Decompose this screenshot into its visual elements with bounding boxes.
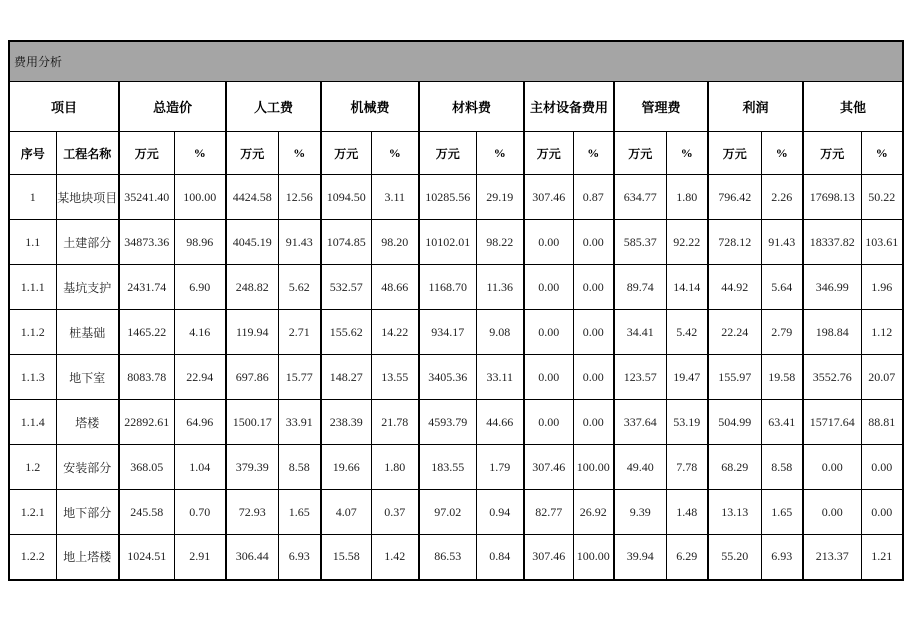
header-main-equipment-cost: 主材设备费用	[524, 82, 614, 132]
header-percent: %	[371, 132, 419, 175]
value-cell: 10102.01	[419, 220, 476, 265]
table-body	[9, 175, 903, 580]
value-cell: 1.12	[861, 310, 903, 355]
header-sub-row	[9, 132, 903, 175]
row-code-cell: 1.2.2	[9, 535, 56, 580]
value-cell: 307.46	[524, 175, 573, 220]
value-cell: 0.00	[573, 400, 614, 445]
value-cell: 0.00	[803, 490, 861, 535]
row-name-cell: 土建部分	[56, 220, 119, 265]
header-material-cost: 材料费	[419, 82, 524, 132]
row-name-cell: 塔楼	[56, 400, 119, 445]
value-cell: 34.41	[614, 310, 666, 355]
value-cell: 29.19	[476, 175, 524, 220]
value-cell: 6.90	[174, 265, 226, 310]
value-cell: 0.00	[573, 220, 614, 265]
value-cell: 1.65	[761, 490, 803, 535]
value-cell: 3405.36	[419, 355, 476, 400]
value-cell: 155.62	[321, 310, 371, 355]
header-machinery-cost: 机械费	[321, 82, 419, 132]
cost-analysis-sheet	[8, 40, 904, 581]
value-cell: 55.20	[708, 535, 761, 580]
value-cell: 91.43	[278, 220, 321, 265]
header-group-row	[9, 82, 903, 132]
header-unit: 万元	[524, 132, 573, 175]
value-cell: 100.00	[174, 175, 226, 220]
value-cell: 0.84	[476, 535, 524, 580]
table-row	[9, 175, 903, 220]
value-cell: 3.11	[371, 175, 419, 220]
value-cell: 183.55	[419, 445, 476, 490]
value-cell: 48.66	[371, 265, 419, 310]
value-cell: 17698.13	[803, 175, 861, 220]
value-cell: 92.22	[666, 220, 708, 265]
value-cell: 1500.17	[226, 400, 278, 445]
value-cell: 72.93	[226, 490, 278, 535]
value-cell: 13.55	[371, 355, 419, 400]
value-cell: 9.08	[476, 310, 524, 355]
value-cell: 5.42	[666, 310, 708, 355]
value-cell: 0.00	[524, 220, 573, 265]
header-unit: 万元	[419, 132, 476, 175]
value-cell: 7.78	[666, 445, 708, 490]
value-cell: 86.53	[419, 535, 476, 580]
value-cell: 6.29	[666, 535, 708, 580]
value-cell: 5.62	[278, 265, 321, 310]
value-cell: 19.66	[321, 445, 371, 490]
value-cell: 1074.85	[321, 220, 371, 265]
header-percent: %	[666, 132, 708, 175]
header-unit: 万元	[708, 132, 761, 175]
value-cell: 0.87	[573, 175, 614, 220]
value-cell: 0.00	[524, 400, 573, 445]
value-cell: 934.17	[419, 310, 476, 355]
table-row	[9, 310, 903, 355]
header-management-fee: 管理费	[614, 82, 708, 132]
value-cell: 0.37	[371, 490, 419, 535]
value-cell: 100.00	[573, 535, 614, 580]
value-cell: 3552.76	[803, 355, 861, 400]
table-title-bar	[9, 41, 903, 82]
value-cell: 1.48	[666, 490, 708, 535]
value-cell: 148.27	[321, 355, 371, 400]
header-project: 项目	[9, 82, 119, 132]
value-cell: 13.13	[708, 490, 761, 535]
value-cell: 796.42	[708, 175, 761, 220]
value-cell: 1.79	[476, 445, 524, 490]
value-cell: 4.07	[321, 490, 371, 535]
value-cell: 1.04	[174, 445, 226, 490]
value-cell: 238.39	[321, 400, 371, 445]
row-code-cell: 1.2.1	[9, 490, 56, 535]
value-cell: 1.96	[861, 265, 903, 310]
row-name-cell: 基坑支护	[56, 265, 119, 310]
header-project-name: 工程名称	[56, 132, 119, 175]
row-code-cell: 1.1.3	[9, 355, 56, 400]
value-cell: 2.79	[761, 310, 803, 355]
value-cell: 22.94	[174, 355, 226, 400]
row-name-cell: 某地块项目	[56, 175, 119, 220]
header-percent: %	[861, 132, 903, 175]
value-cell: 35241.40	[119, 175, 174, 220]
value-cell: 68.29	[708, 445, 761, 490]
value-cell: 11.36	[476, 265, 524, 310]
value-cell: 379.39	[226, 445, 278, 490]
value-cell: 64.96	[174, 400, 226, 445]
value-cell: 98.20	[371, 220, 419, 265]
table-row	[9, 220, 903, 265]
table-title: 费用分析	[9, 41, 903, 82]
header-other: 其他	[803, 82, 903, 132]
value-cell: 248.82	[226, 265, 278, 310]
value-cell: 1.21	[861, 535, 903, 580]
value-cell: 19.58	[761, 355, 803, 400]
table-row	[9, 490, 903, 535]
value-cell: 19.47	[666, 355, 708, 400]
value-cell: 6.93	[278, 535, 321, 580]
value-cell: 50.22	[861, 175, 903, 220]
row-code-cell: 1.1.2	[9, 310, 56, 355]
header-percent: %	[761, 132, 803, 175]
value-cell: 245.58	[119, 490, 174, 535]
value-cell: 0.00	[803, 445, 861, 490]
value-cell: 9.39	[614, 490, 666, 535]
row-code-cell: 1.1.1	[9, 265, 56, 310]
header-percent: %	[573, 132, 614, 175]
header-percent: %	[278, 132, 321, 175]
value-cell: 4045.19	[226, 220, 278, 265]
cost-analysis-table	[8, 40, 904, 581]
value-cell: 4424.58	[226, 175, 278, 220]
value-cell: 103.61	[861, 220, 903, 265]
value-cell: 1465.22	[119, 310, 174, 355]
value-cell: 198.84	[803, 310, 861, 355]
header-unit: 万元	[803, 132, 861, 175]
table-row	[9, 265, 903, 310]
value-cell: 1.65	[278, 490, 321, 535]
header-unit: 万元	[226, 132, 278, 175]
header-labor-cost: 人工费	[226, 82, 321, 132]
value-cell: 22892.61	[119, 400, 174, 445]
value-cell: 155.97	[708, 355, 761, 400]
value-cell: 6.93	[761, 535, 803, 580]
value-cell: 33.11	[476, 355, 524, 400]
value-cell: 307.46	[524, 445, 573, 490]
value-cell: 0.00	[861, 445, 903, 490]
value-cell: 213.37	[803, 535, 861, 580]
row-name-cell: 桩基础	[56, 310, 119, 355]
value-cell: 53.19	[666, 400, 708, 445]
value-cell: 2431.74	[119, 265, 174, 310]
value-cell: 10285.56	[419, 175, 476, 220]
value-cell: 532.57	[321, 265, 371, 310]
value-cell: 8.58	[761, 445, 803, 490]
value-cell: 5.64	[761, 265, 803, 310]
value-cell: 20.07	[861, 355, 903, 400]
value-cell: 634.77	[614, 175, 666, 220]
value-cell: 2.91	[174, 535, 226, 580]
value-cell: 26.92	[573, 490, 614, 535]
value-cell: 14.14	[666, 265, 708, 310]
value-cell: 0.00	[573, 355, 614, 400]
row-code-cell: 1.1	[9, 220, 56, 265]
value-cell: 97.02	[419, 490, 476, 535]
row-code-cell: 1.2	[9, 445, 56, 490]
value-cell: 1.42	[371, 535, 419, 580]
value-cell: 2.71	[278, 310, 321, 355]
table-row	[9, 355, 903, 400]
header-unit: 万元	[321, 132, 371, 175]
value-cell: 1.80	[371, 445, 419, 490]
value-cell: 14.22	[371, 310, 419, 355]
table-row	[9, 400, 903, 445]
value-cell: 0.00	[861, 490, 903, 535]
header-unit: 万元	[614, 132, 666, 175]
table-row	[9, 535, 903, 580]
value-cell: 39.94	[614, 535, 666, 580]
row-name-cell: 地下室	[56, 355, 119, 400]
value-cell: 307.46	[524, 535, 573, 580]
value-cell: 44.92	[708, 265, 761, 310]
value-cell: 0.00	[573, 265, 614, 310]
value-cell: 306.44	[226, 535, 278, 580]
header-profit: 利润	[708, 82, 803, 132]
value-cell: 98.96	[174, 220, 226, 265]
row-code-cell: 1.1.4	[9, 400, 56, 445]
value-cell: 44.66	[476, 400, 524, 445]
value-cell: 63.41	[761, 400, 803, 445]
value-cell: 15717.64	[803, 400, 861, 445]
value-cell: 0.70	[174, 490, 226, 535]
row-name-cell: 地下部分	[56, 490, 119, 535]
value-cell: 4.16	[174, 310, 226, 355]
value-cell: 123.57	[614, 355, 666, 400]
header-total-cost: 总造价	[119, 82, 226, 132]
value-cell: 0.00	[524, 355, 573, 400]
row-name-cell: 地上塔楼	[56, 535, 119, 580]
header-percent: %	[476, 132, 524, 175]
value-cell: 12.56	[278, 175, 321, 220]
header-unit: 万元	[119, 132, 174, 175]
value-cell: 119.94	[226, 310, 278, 355]
value-cell: 0.00	[573, 310, 614, 355]
value-cell: 22.24	[708, 310, 761, 355]
value-cell: 8.58	[278, 445, 321, 490]
value-cell: 0.00	[524, 265, 573, 310]
value-cell: 1.80	[666, 175, 708, 220]
table-row	[9, 445, 903, 490]
value-cell: 18337.82	[803, 220, 861, 265]
value-cell: 337.64	[614, 400, 666, 445]
value-cell: 8083.78	[119, 355, 174, 400]
value-cell: 1024.51	[119, 535, 174, 580]
value-cell: 697.86	[226, 355, 278, 400]
value-cell: 15.58	[321, 535, 371, 580]
value-cell: 33.91	[278, 400, 321, 445]
value-cell: 0.00	[524, 310, 573, 355]
row-code-cell: 1	[9, 175, 56, 220]
value-cell: 82.77	[524, 490, 573, 535]
value-cell: 49.40	[614, 445, 666, 490]
header-seq-no: 序号	[9, 132, 56, 175]
value-cell: 585.37	[614, 220, 666, 265]
value-cell: 21.78	[371, 400, 419, 445]
value-cell: 4593.79	[419, 400, 476, 445]
value-cell: 91.43	[761, 220, 803, 265]
value-cell: 89.74	[614, 265, 666, 310]
value-cell: 1094.50	[321, 175, 371, 220]
value-cell: 88.81	[861, 400, 903, 445]
row-name-cell: 安装部分	[56, 445, 119, 490]
value-cell: 1168.70	[419, 265, 476, 310]
value-cell: 100.00	[573, 445, 614, 490]
value-cell: 346.99	[803, 265, 861, 310]
value-cell: 98.22	[476, 220, 524, 265]
value-cell: 34873.36	[119, 220, 174, 265]
value-cell: 504.99	[708, 400, 761, 445]
value-cell: 728.12	[708, 220, 761, 265]
value-cell: 15.77	[278, 355, 321, 400]
value-cell: 368.05	[119, 445, 174, 490]
value-cell: 2.26	[761, 175, 803, 220]
header-percent: %	[174, 132, 226, 175]
value-cell: 0.94	[476, 490, 524, 535]
